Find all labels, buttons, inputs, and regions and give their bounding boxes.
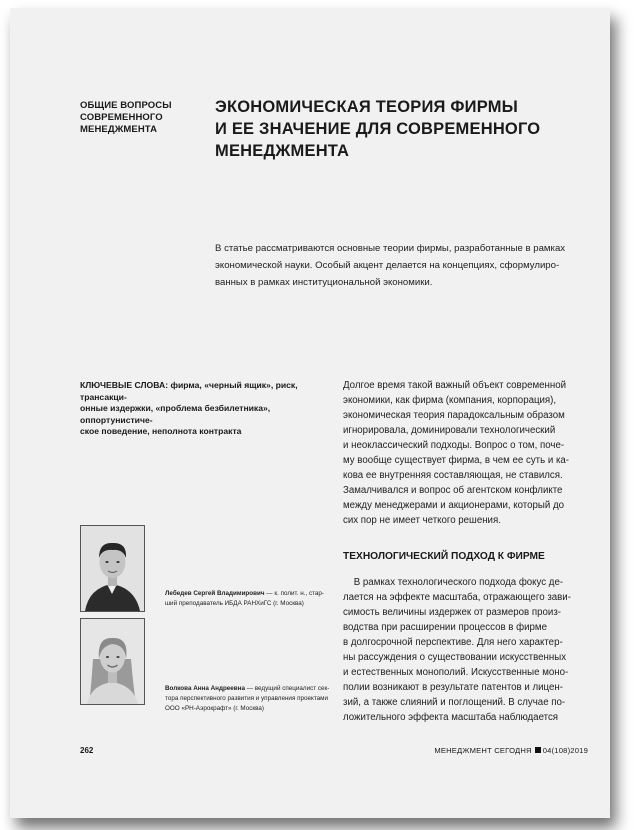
author-1-desc: — к. полит. н., стар- ший преподаватель ИБДА РАНХиГС (г. Москва) [165,590,325,607]
article-abstract: В статье рассматриваются основные теории фирмы, разработанные в рамках экономической науки. Особый акцент делается на концепциях, сформулиро- ванных в рамках институциональной экономики. [215,243,566,288]
journal-name: МЕНЕДЖМЕНТ СЕГОДНЯ [434,746,532,755]
page-number: 262 [80,746,94,755]
author-2-desc: — ведущий специалист сек- тора перспективного развития и управления проектами ООО «РН-Аэрокрафт» (г. Москва) [165,685,330,712]
section-heading: ТЕХНОЛОГИЧЕСКИЙ ПОДХОД К ФИРМЕ [343,551,545,562]
author-2 [165,684,340,714]
issue-number: 04(108)2019 [542,746,588,755]
journal-footer [434,746,588,755]
author-1 [165,589,340,609]
article-title: ЭКОНОМИЧЕСКАЯ ТЕОРИЯ ФИРМЫ И ЕЕ ЗНАЧЕНИЕ ДЛЯ СОВРЕМЕННОГО МЕНЕДЖМЕНТА [215,98,541,160]
intro-paragraph: Долгое время такой важный объект современной экономики, как фирма (компания, корпорация), экономическая теория парадоксальным образом игнорировала, доминировали технологический и неоклассический подходы. Вопрос о том, поче- му вообще существует фирма, в чем ее суть и ка- кова ее внутренняя составляющая, не ставился. Замалчивался и вопрос об агентском конфликте между менеджерами и акционерами, который до сих пор не имеет четкого решения. [343,380,570,526]
woman-portrait-photo-icon [81,619,144,704]
man-portrait-photo-icon [81,526,144,611]
author-photo-2 [80,618,145,705]
author-2-name: Волкова Анна Андреевна [165,685,245,692]
journal-page [10,8,610,818]
section-label: ОБЩИЕ ВОПРОСЫ СОВРЕМЕННОГО МЕНЕДЖМЕНТА [80,100,172,135]
square-separator-icon [535,747,541,753]
author-1-name: Лебедев Сергей Владимирович [165,590,265,597]
keywords: КЛЮЧЕВЫЕ СЛОВА: фирма, «черный ящик», риск, трансакци- онные издержки, «проблема безбилетника», оппортунистиче- ское поведение, неполнота контракта [80,380,298,436]
body-paragraph: В рамках технологического подхода фокус де- лается на эффекте масштаба, отражающего зави- симость величины издержек от размеров произ- водства при расширении процессов в фирме в долгосрочной перспективе. Для него характер- ны рассуждения о существовании искусственных и естественных монополий. Искусственные моно- полии возникают в результате патентов и лицен- зий, а также слияний и поглощений. В случае по- ложительного эффекта масштаба наблюдается [343,577,571,723]
author-photo-1 [80,525,145,612]
